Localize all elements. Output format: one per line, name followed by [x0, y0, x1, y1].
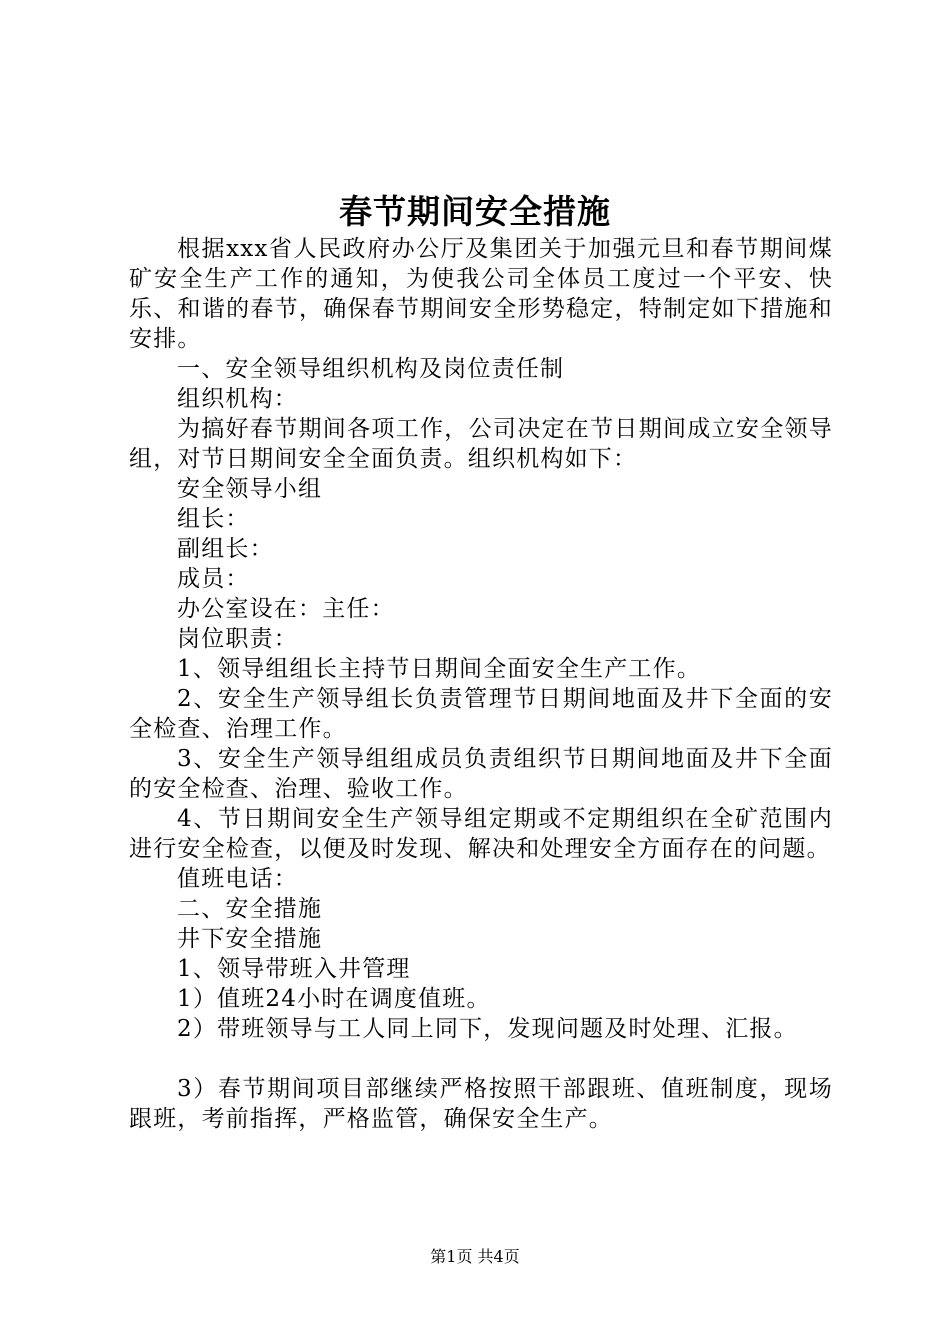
section-heading: 二、安全措施 — [177, 896, 323, 922]
paragraph: 值班电话： — [177, 866, 298, 892]
list-item: 3、安全生产领导组组成员负责组织节日期间地面及井下全面的安全检查、治理、验收工作。 — [129, 746, 833, 802]
paragraph: 成员： — [177, 566, 250, 592]
document-body — [129, 234, 833, 1134]
paragraph: 安全领导小组 — [177, 476, 323, 502]
list-item: 2）带班领导与工人同上同下，发现问题及时处理、汇报。 — [177, 1016, 798, 1042]
list-item: 1、领导组组长主持节日期间全面安全生产工作。 — [177, 656, 702, 682]
list-item: 2、安全生产领导组长负责管理节日期间地面及井下全面的安全检查、治理工作。 — [129, 686, 833, 742]
paragraph: 根据xxx省人民政府办公厅及集团关于加强元旦和春节期间煤矿安全生产工作的通知，为使我公司全体员工度过一个平安、快乐、和谐的春节，确保春节期间安全形势稳定，特制定如下措施和安排。 — [129, 236, 833, 352]
paragraph: 为搞好春节期间各项工作，公司决定在节日期间成立安全领导组，对节日期间安全全面负责。组织机构如下： — [129, 416, 833, 472]
paragraph: 副组长： — [177, 536, 274, 562]
list-item: 3）春节期间项目部继续严格按照干部跟班、值班制度，现场跟班，考前指挥，严格监管，确保安全生产。 — [129, 1076, 833, 1132]
page-footer: 第1页 共4页 — [430, 1247, 520, 1266]
paragraph: 井下安全措施 — [177, 926, 323, 952]
paragraph: 组织机构： — [177, 386, 298, 412]
document-title: 春节期间安全措施 — [339, 192, 611, 231]
list-item: 1）值班24小时在调度值班。 — [177, 986, 491, 1012]
list-item: 1、领导带班入井管理 — [177, 956, 411, 982]
paragraph: 组长： — [177, 506, 250, 532]
paragraph: 岗位职责： — [177, 626, 298, 652]
section-heading: 一、安全领导组织机构及岗位责任制 — [177, 356, 565, 382]
paragraph: 办公室设在：主任： — [177, 596, 395, 622]
list-item: 4、节日期间安全生产领导组定期或不定期组织在全矿范围内进行安全检查，以便及时发现、解决和处理安全方面存在的问题。 — [129, 806, 833, 862]
